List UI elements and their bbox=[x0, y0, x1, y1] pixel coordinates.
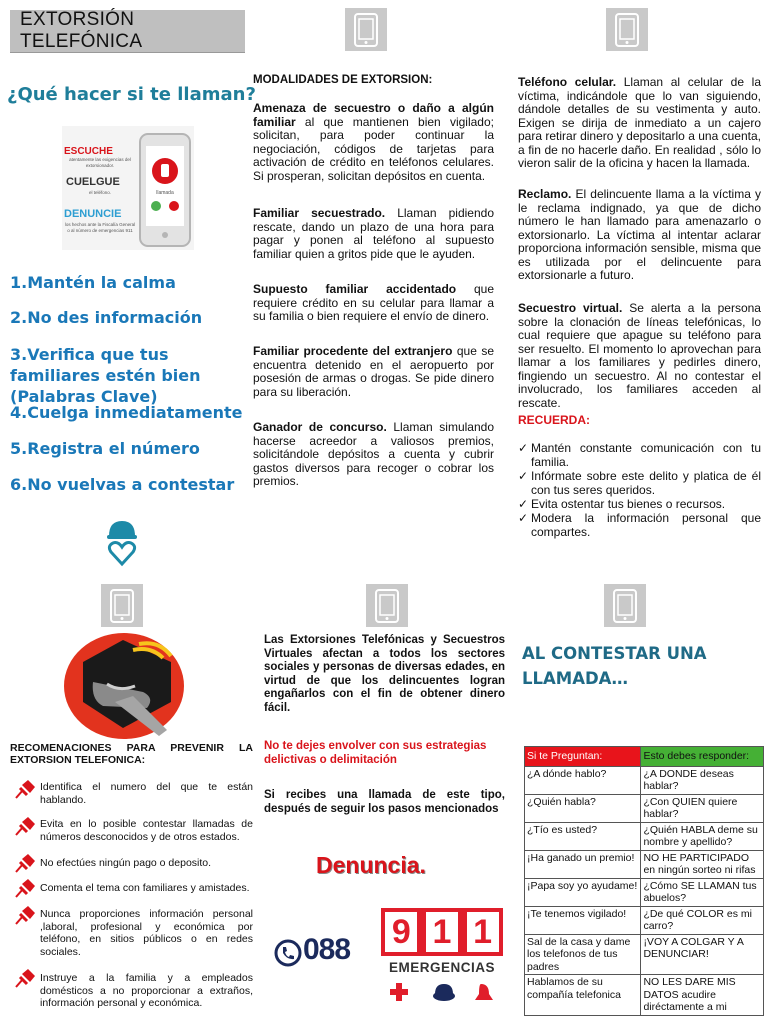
recomendacion-item: Nunca proporciones información personal ,laboral, profesional y económica por teléfono, en sitios públicos o en redes sociales. bbox=[40, 908, 253, 958]
cuelgue-label: CUELGUE bbox=[66, 176, 120, 188]
pushpin-icon bbox=[14, 816, 36, 836]
modalidad-item: Secuestro virtual. Se alerta a la persona sobre la clonación de líneas telefónicas, lo cual requiere que apague su teléfono para ser resuelto. El momento lo aprovechan para llamar a los familiares y pedirles dinero, fingiendo un secuestro. Al no contestar el involucrado, los familiares acceden al rescate. bbox=[518, 301, 761, 410]
pushpin-icon bbox=[14, 968, 36, 988]
recomendacion-item: No efectúes ningún pago o deposito. bbox=[40, 857, 212, 869]
recomendacion-item: Identifica el numero del que te están hablando. bbox=[40, 781, 253, 806]
phone-icon bbox=[366, 584, 408, 627]
question-heading: ¿Qué hacer si te llaman? bbox=[7, 84, 256, 105]
phone-icon bbox=[345, 8, 387, 51]
modalidad-item: Reclamo. El delincuente llama a la víctima y le reclama indignado, ya que de dicho número le han llamado para amenazarlo o extorsionarlo. La víctima al intentar aclarar proporciona información sensible, misma que es utilizada por el delincuente para extorsionarle a futuro. bbox=[518, 187, 761, 282]
step-item: 4.Cuelga inmediatamente bbox=[10, 403, 243, 422]
emergencias-label: EMERGENCIAS bbox=[388, 960, 495, 975]
followup-text: Si recibes una llamada de este tipo, después de seguir los pasos mencionados bbox=[264, 789, 505, 815]
helmet-heart-logo bbox=[103, 516, 141, 568]
pushpin-icon bbox=[14, 905, 36, 925]
escuche-label: ESCUCHE bbox=[64, 146, 113, 157]
step-item: 5.Registra el número bbox=[10, 439, 200, 458]
number-088: 088 bbox=[303, 933, 351, 966]
modalidad-item: Familiar secuestrado. Llaman pidiendo rescate, dando un plazo de una hora para pagar y ponen al teléfono al supuesto familiar quien a gritos pide que le ayuden. bbox=[253, 206, 494, 261]
table-header: Si te Preguntan: bbox=[525, 747, 641, 767]
table-row: ¡Te tenemos vigilado! ¿De qué COLOR es mi carro? bbox=[525, 906, 764, 934]
modalidad-item: Ganador de concurso. Llaman simulando hacerse acreedor a valiosos premios, solicitándole depósitos a cuenta y cubrir gastos diversos para recoger o cobrar los premios. bbox=[253, 420, 494, 488]
step-item: 3.Verifica que tus familiares estén bien (Palabras Clave) bbox=[10, 345, 201, 406]
modalidad-item: Supuesto familiar accidentado que requiere crédito en su celular para llamar a su familia o bien requiere el envío de dinero. bbox=[253, 282, 494, 323]
denuncia-label: Denuncia. bbox=[316, 852, 426, 878]
step-item: 6.No vuelvas a contestar bbox=[10, 475, 235, 494]
response-table bbox=[524, 746, 764, 1016]
recomendacion-item: Instruye a la familia y a empleados domésticos a no proporcionar a extraños, información personal y económica. bbox=[40, 972, 253, 1009]
table-row: ¿Quién habla? ¿Con QUIEN quiere hablar? bbox=[525, 794, 764, 822]
phone-call-icon bbox=[274, 938, 302, 968]
pushpin-icon bbox=[14, 853, 36, 873]
table-row: ¡Ha ganado un premio! NO HE PARTICIPADO en ningún sorteo ni rifas bbox=[525, 850, 764, 878]
step-item: 1.Mantén la calma bbox=[10, 273, 176, 292]
modalidad-item: Familiar procedente del extranjero que se encuentra detenido en el aeropuerto por posesión de armas o drogas. Se pide dinero para su liberación. bbox=[253, 344, 494, 399]
recomendacion-item: Evita en lo posible contestar llamadas de números desconocidos y de otros estados. bbox=[40, 818, 253, 843]
pushpin-icon bbox=[14, 878, 36, 898]
modalidades-heading: MODALIDADES DE EXTORSION: bbox=[253, 74, 433, 86]
modalidad-item: Amenaza de secuestro o daño a algún familiar al que mantienen bien vigilado; solicitan, para poder continuar la negociación, códigos de tarjetas para activación de crédito en teléfonos celulares. Si prosperan, solicitan depósitos en cuenta. bbox=[253, 101, 494, 183]
table-row: ¿A dónde hablo? ¿A DONDE deseas hablar? bbox=[525, 766, 764, 794]
page-title: EXTORSIÓN TELEFÓNICA bbox=[10, 10, 245, 53]
step-item: 2.No des información bbox=[10, 308, 203, 327]
table-row: ¿Tío es usted? ¿Quién HABLA deme su nombre y apellido? bbox=[525, 822, 764, 850]
table-header: Esto debes responder: bbox=[641, 747, 764, 767]
check-item: ✓ Modera la información personal que compartes. bbox=[518, 511, 761, 539]
phone-icon bbox=[604, 584, 646, 627]
emergency-911-box: 9 1 1 bbox=[381, 908, 503, 956]
al-contestar-heading: AL CONTESTAR UNA LLAMADA… bbox=[522, 644, 707, 688]
emergency-services-icons bbox=[389, 980, 499, 1004]
phone-icon bbox=[606, 8, 648, 51]
table-row: Sal de la casa y dame los telefonos de tus padres ¡VOY A COLGAR Y A DENUNCIAR! bbox=[525, 934, 764, 975]
extorsiones-intro: Las Extorsiones Telefónicas y Secuestros Virtuales afectan a todos los sectores sociales y personas de diversas edades, en virtud de que los delincuentes logran engañarlos con el fin de obtener dinero fácil. bbox=[264, 634, 505, 714]
check-item: ✓ Evita ostentar tus bienes o recursos. bbox=[518, 497, 726, 511]
table-row: ¡Papa soy yo ayudame! ¿Cómo SE LLAMAN tus abuelos? bbox=[525, 878, 764, 906]
modalidad-item: Teléfono celular. Llaman al celular de la víctima, indicándole que lo van siguiendo, dándole detalles de su vestimenta y auto. Exigen se dirija de inmediato a un cajero para retirar dinero y depositarlo a una cuenta, a fin de no hacerle daño. En realidad , sólo lo vieron salir de la oficina y hacen la llamada. bbox=[518, 75, 761, 170]
phone-icon bbox=[101, 584, 143, 627]
warning-text: No te dejes envolver con sus estrategias delictivas o delimitación bbox=[264, 740, 487, 766]
check-item: ✓ Mantén constante comunicación con tu familia. bbox=[518, 441, 761, 469]
table-row: Hablamos de su compañía telefonica NO LES DARE MIS DATOS acudire diréctamente a mi bbox=[525, 975, 764, 1016]
recomendacion-item: Comenta el tema con familiares y amistades. bbox=[40, 882, 250, 894]
recomendaciones-heading: RECOMENACIONES PARA PREVENIR LA EXTORSION TELEFONICA: bbox=[10, 742, 253, 766]
hacker-phone-illustration bbox=[63, 632, 185, 740]
pushpin-icon bbox=[14, 779, 36, 799]
check-item: ✓ Infórmate sobre este delito y platica de él con tus seres queridos. bbox=[518, 469, 761, 497]
denuncie-label: DENUNCIE bbox=[64, 208, 122, 220]
recuerda-heading: RECUERDA: bbox=[518, 413, 590, 427]
escuche-cuelgue-denuncie-card: ESCUCHE atentamente las exigencias del extorsionador. CUELGUE el teléfono. DENUNCIE los hechos ante la Fiscalía General o al número de emergencias 911 llamada bbox=[60, 124, 196, 252]
